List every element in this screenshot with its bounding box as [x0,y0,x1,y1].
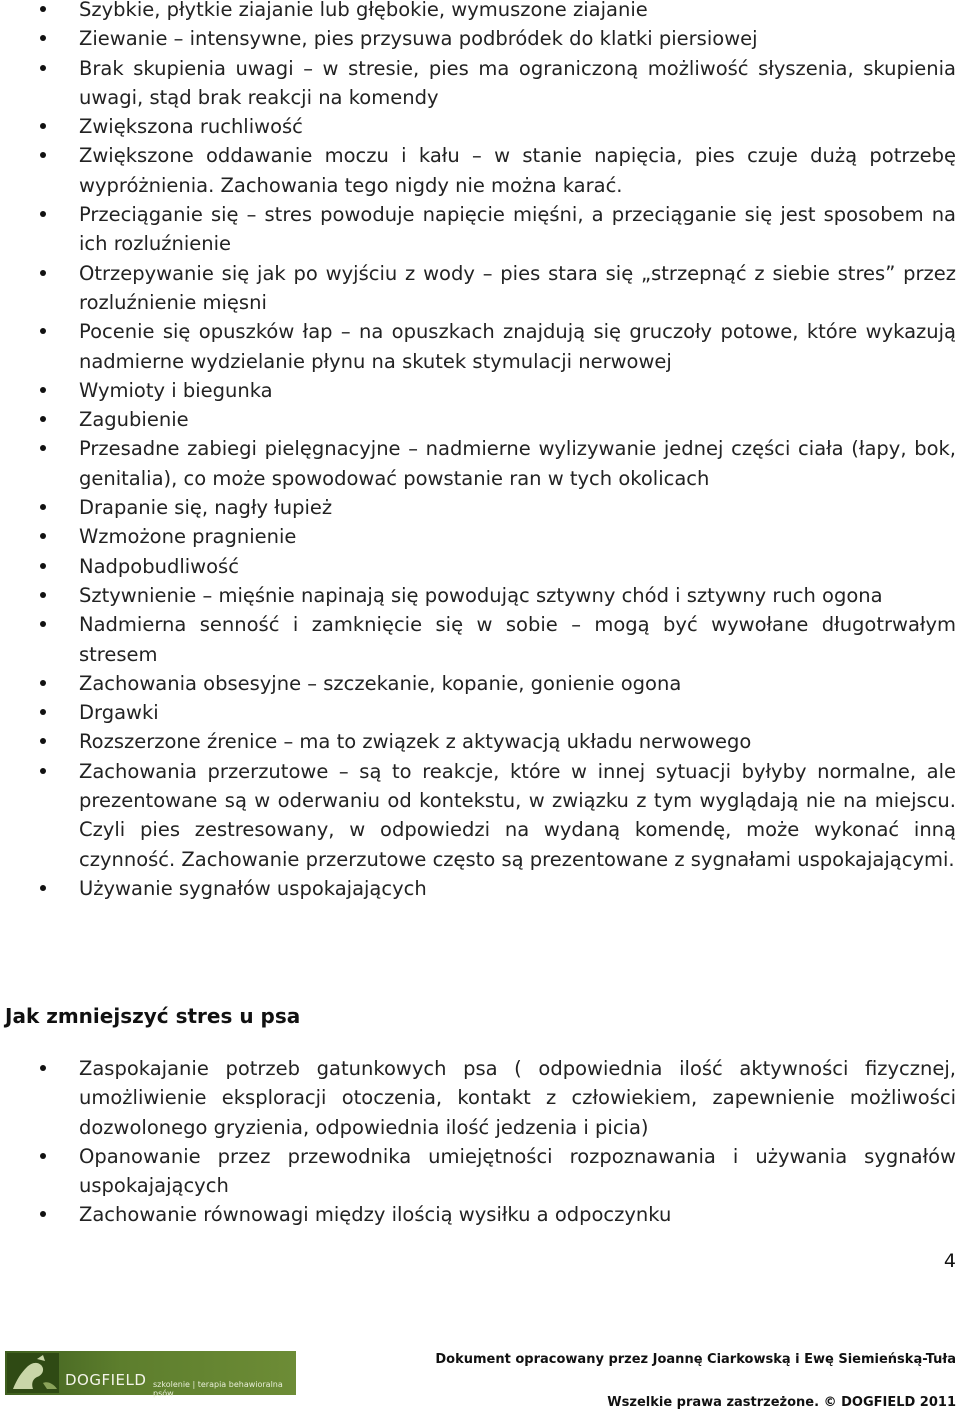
bullet-icon [40,504,46,510]
list-item-text: Zachowania obsesyjne – szczekanie, kopanie, gonienie ogona [79,671,682,695]
footer-authors: Dokument opracowany przez Joannę Ciarkowską i Ewę Siemieńską-Tuła [435,1352,956,1367]
symptom-item [0,552,960,581]
footer-copyright: Wszelkie prawa zastrzeżone. © DOGFIELD 2011 [607,1395,956,1410]
symptom-item [0,434,960,493]
bullet-icon [40,768,46,774]
list-item-text: Zwiększone oddawanie moczu i kału – w stanie napięcia, pies czuje dużą potrzebę wypróżnienia. Zachowania tego nigdy nie można karać. [79,144,956,197]
list-item-text: Otrzepywanie się jak po wyjściu z wody – pies stara się „strzepnąć z siebie stres” przez rozluźnienie mięsni [79,261,956,314]
bullet-icon [40,328,46,334]
dogfield-logo [5,1351,296,1398]
symptom-item [0,376,960,405]
stress-reduction-list [0,1054,960,1230]
list-item-text: Zachowanie równowagi między ilością wysiłku a odpoczynku [79,1203,672,1227]
list-item-text: Wzmożone pragnienie [79,525,297,549]
list-item-text: Drapanie się, nagły łupież [79,496,333,520]
tip-item [0,1200,960,1229]
bullet-icon [40,1153,46,1159]
list-item-text: Opanowanie przez przewodnika umiejętności rozpoznawania i używania sygnałów uspokajających [79,1144,956,1198]
list-item-text: Brak skupienia uwagi – w stresie, pies ma ograniczoną możliwość słyszenia, skupienia uwagi, stąd brak reakcji na komendy [79,56,956,109]
symptom-item [0,522,960,551]
list-item-text: Zachowania przerzutowe – są to reakcje, które w innej sytuacji byłyby normalne, ale prezentowane są w oderwaniu od kontekstu, w związku z tym wyglądają nie na miejscu. Czyli pies zestresowany, w odpowiedzi na wydaną komendę, może wykonać inną czynność. Zachowanie przerzutowe często są prezentowane z sygnałami uspokajającymi. [79,759,956,871]
list-item-text: Zaspokajanie potrzeb gatunkowych psa ( odpowiednia ilość aktywności fizycznej, umożliwienie eksploracji otoczenia, kontakt z człowiekiem, zapewnienie możliwości dozwolonego gryzienia, odpowiednia ilość jedzenia i picia) [79,1057,956,1139]
list-item-text: Używanie sygnałów uspokajających [79,876,427,900]
section-heading: Jak zmniejszyć stres u psa [5,1004,301,1028]
bullet-icon [40,387,46,393]
dog-silhouette-icon [7,1353,59,1393]
bullet-icon [40,563,46,569]
symptom-item [0,698,960,727]
symptom-item [0,581,960,610]
list-item-text: Sztywnienie – mięśnie napinają się powodując sztywny chód i sztywny ruch ogona [79,583,883,607]
symptom-item [0,757,960,874]
bullet-icon [40,6,46,12]
bullet-icon [40,1065,46,1071]
list-item-text: Nadpobudliwość [79,554,239,578]
bullet-icon [40,1211,46,1217]
list-item-text: Zwiększona ruchliwość [79,115,303,139]
symptom-item [0,493,960,522]
bullet-icon [40,621,46,627]
bullet-icon [40,270,46,276]
page-number: 4 [943,1250,956,1272]
logo-subtitle: szkolenie | terapia behawioralna psów [153,1380,283,1398]
bullet-icon [40,709,46,715]
symptom-item [0,112,960,141]
bullet-icon [40,533,46,539]
symptom-item [0,0,960,24]
bullet-icon [40,885,46,891]
list-item-text: Wymioty i biegunka [79,378,273,402]
symptom-item [0,259,960,318]
bullet-icon [40,65,46,71]
symptom-item [0,874,960,903]
tip-item [0,1142,960,1201]
list-item-text: Pocenie się opuszków łap – na opuszkach znajdują się gruczoły potowe, które wykazują nadmierne wydzielanie płynu na skutek stymulacji nerwowej [79,320,956,373]
list-item-text: Nadmierna senność i zamknięcie się w sobie – mogą być wywołane długotrwałym stresem [79,613,956,666]
list-item-text: Przeciąganie się – stres powoduje napięcie mięśni, a przeciąganie się jest sposobem na ich rozluźnienie [79,203,956,256]
bullet-icon [40,680,46,686]
bullet-icon [40,152,46,158]
bullet-icon [40,123,46,129]
bullet-icon [40,592,46,598]
symptom-item [0,200,960,259]
list-item-text: Zagubienie [79,408,189,432]
bullet-icon [40,738,46,744]
bullet-icon [40,445,46,451]
symptom-item [0,141,960,200]
list-item-text: Rozszerzone źrenice – ma to związek z aktywacją układu nerwowego [79,730,752,754]
symptom-item [0,610,960,669]
symptom-item [0,405,960,434]
list-item-text: Drgawki [79,701,159,725]
bullet-icon [40,35,46,41]
symptom-item [0,24,960,53]
tip-item [0,1054,960,1142]
list-item-text: Ziewanie – intensywne, pies przysuwa podbródek do klatki piersiowej [79,27,758,51]
list-item-text: Szybkie, płytkie ziajanie lub głębokie, wymuszone ziajanie [79,0,648,21]
symptom-item [0,317,960,376]
bullet-icon [40,416,46,422]
symptom-item [0,669,960,698]
symptom-item [0,727,960,756]
list-item-text: Przesadne zabiegi pielęgnacyjne – nadmierne wylizywanie jednej części ciała (łapy, bok, genitalia), co może spowodować powstanie ran w tych okolicach [79,437,956,490]
bullet-icon [40,211,46,217]
symptom-item [0,54,960,113]
logo-brand-text: DOGFIELD [65,1371,147,1389]
